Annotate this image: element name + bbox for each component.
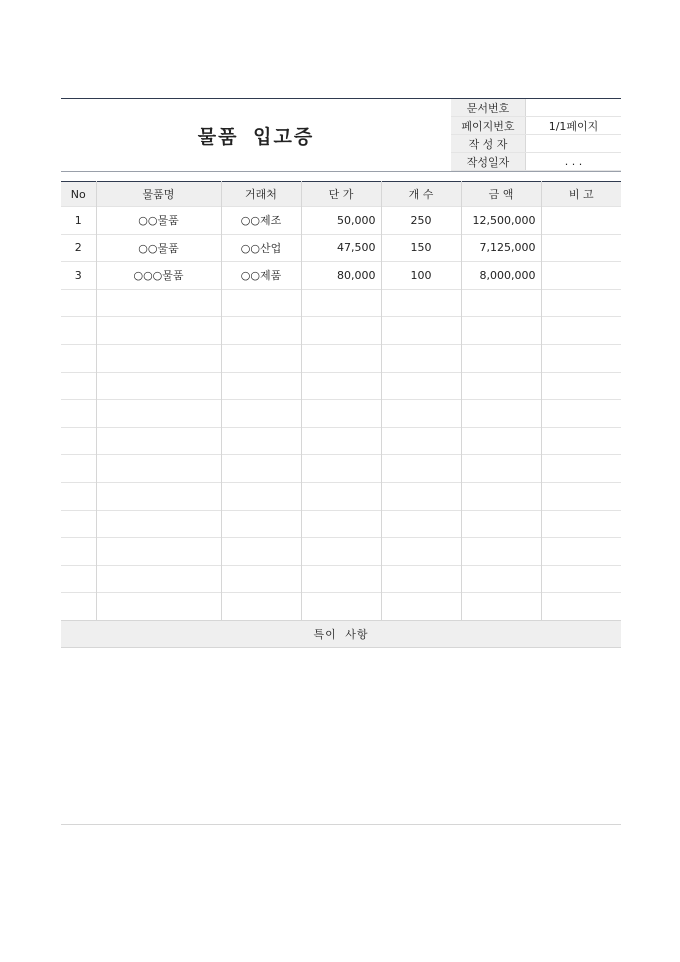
meta-value[interactable]: 1/1페이지 <box>526 117 622 135</box>
table-cell[interactable] <box>61 565 96 593</box>
table-cell[interactable] <box>301 482 381 510</box>
table-cell[interactable]: 7,125,000 <box>461 234 541 262</box>
table-cell[interactable] <box>61 344 96 372</box>
table-cell[interactable] <box>301 510 381 538</box>
table-cell[interactable] <box>541 262 621 290</box>
document-header <box>61 98 621 171</box>
table-cell[interactable] <box>61 427 96 455</box>
table-cell[interactable]: 2 <box>61 234 96 262</box>
meta-row <box>451 153 621 171</box>
table-cell[interactable] <box>541 482 621 510</box>
table-cell[interactable] <box>381 317 461 345</box>
table-cell[interactable] <box>461 427 541 455</box>
table-cell[interactable] <box>461 565 541 593</box>
table-cell[interactable] <box>221 565 301 593</box>
table-cell[interactable] <box>301 344 381 372</box>
table-row <box>61 234 621 262</box>
table-cell[interactable] <box>96 510 221 538</box>
table-cell[interactable] <box>96 593 221 620</box>
table-cell[interactable] <box>381 400 461 428</box>
table-cell[interactable] <box>221 510 301 538</box>
table-cell[interactable] <box>541 400 621 428</box>
table-cell[interactable] <box>541 510 621 538</box>
meta-value[interactable] <box>526 135 622 153</box>
table-cell[interactable]: ○○○물품 <box>96 262 221 290</box>
table-cell[interactable] <box>61 593 96 620</box>
meta-row <box>451 117 621 135</box>
table-cell[interactable]: 3 <box>61 262 96 290</box>
table-cell[interactable] <box>301 538 381 566</box>
table-cell[interactable]: ○○물품 <box>96 234 221 262</box>
table-cell[interactable]: 250 <box>381 207 461 235</box>
table-cell[interactable] <box>221 344 301 372</box>
meta-label: 작성일자 <box>451 153 526 171</box>
items-header-row <box>61 182 621 207</box>
table-cell[interactable] <box>221 289 301 317</box>
table-row <box>61 262 621 290</box>
table-cell[interactable] <box>301 427 381 455</box>
table-cell[interactable] <box>221 372 301 400</box>
table-cell[interactable] <box>541 455 621 483</box>
meta-value[interactable]: . . . <box>526 153 622 171</box>
table-cell[interactable]: 1 <box>61 207 96 235</box>
table-cell[interactable] <box>96 400 221 428</box>
column-header: 물품명 <box>96 182 221 207</box>
table-cell[interactable] <box>381 455 461 483</box>
table-cell[interactable] <box>301 289 381 317</box>
column-header: 개 수 <box>381 182 461 207</box>
table-cell[interactable] <box>461 593 541 620</box>
table-cell[interactable]: 150 <box>381 234 461 262</box>
table-cell[interactable] <box>221 400 301 428</box>
document-meta-table <box>451 99 621 171</box>
table-row <box>61 482 621 510</box>
table-cell[interactable] <box>96 317 221 345</box>
table-cell[interactable] <box>61 400 96 428</box>
table-cell[interactable] <box>541 372 621 400</box>
table-cell[interactable] <box>96 455 221 483</box>
column-header: 단 가 <box>301 182 381 207</box>
table-cell[interactable]: ○○물품 <box>96 207 221 235</box>
table-cell[interactable] <box>461 400 541 428</box>
table-cell[interactable] <box>461 455 541 483</box>
table-row <box>61 289 621 317</box>
receipt-sheet <box>61 98 621 825</box>
table-cell[interactable] <box>381 344 461 372</box>
notes-header: 특이 사항 <box>61 620 621 648</box>
table-cell[interactable] <box>61 455 96 483</box>
table-cell[interactable] <box>461 482 541 510</box>
table-row <box>61 372 621 400</box>
table-cell[interactable]: ○○제품 <box>221 262 301 290</box>
table-cell[interactable] <box>61 317 96 345</box>
table-cell[interactable] <box>541 317 621 345</box>
table-row <box>61 427 621 455</box>
table-cell[interactable] <box>381 427 461 455</box>
table-cell[interactable] <box>381 482 461 510</box>
table-cell[interactable] <box>541 344 621 372</box>
table-cell[interactable] <box>96 289 221 317</box>
table-cell[interactable]: 8,000,000 <box>461 262 541 290</box>
table-cell[interactable] <box>541 289 621 317</box>
table-cell[interactable] <box>96 427 221 455</box>
meta-label: 작 성 자 <box>451 135 526 153</box>
table-cell[interactable] <box>301 455 381 483</box>
table-cell[interactable] <box>381 538 461 566</box>
table-cell[interactable] <box>461 510 541 538</box>
table-cell[interactable] <box>61 538 96 566</box>
document-title: 물품 입고증 <box>197 125 315 148</box>
table-cell[interactable] <box>96 538 221 566</box>
table-cell[interactable] <box>541 207 621 235</box>
table-cell[interactable] <box>221 538 301 566</box>
column-header: 비 고 <box>541 182 621 207</box>
table-cell[interactable] <box>301 372 381 400</box>
table-cell[interactable] <box>301 400 381 428</box>
table-cell[interactable] <box>541 565 621 593</box>
table-cell[interactable] <box>221 455 301 483</box>
table-row <box>61 538 621 566</box>
table-row <box>61 455 621 483</box>
table-cell[interactable] <box>461 317 541 345</box>
table-row <box>61 510 621 538</box>
table-cell[interactable] <box>221 427 301 455</box>
table-row <box>61 593 621 620</box>
table-cell[interactable] <box>381 565 461 593</box>
table-cell[interactable]: ○○제조 <box>221 207 301 235</box>
table-cell[interactable] <box>301 593 381 620</box>
table-row <box>61 207 621 235</box>
table-cell[interactable]: 47,500 <box>301 234 381 262</box>
table-cell[interactable] <box>301 317 381 345</box>
table-cell[interactable] <box>381 593 461 620</box>
table-row <box>61 344 621 372</box>
column-header: No <box>61 182 96 207</box>
items-table <box>61 181 621 620</box>
table-row <box>61 317 621 345</box>
table-cell[interactable]: 50,000 <box>301 207 381 235</box>
meta-row <box>451 135 621 153</box>
table-cell[interactable] <box>301 565 381 593</box>
meta-row <box>451 99 621 117</box>
table-cell[interactable] <box>541 593 621 620</box>
table-cell[interactable] <box>461 372 541 400</box>
table-cell[interactable] <box>461 538 541 566</box>
notes-body[interactable] <box>61 648 621 825</box>
table-cell[interactable] <box>221 593 301 620</box>
table-cell[interactable] <box>221 317 301 345</box>
table-cell[interactable] <box>541 427 621 455</box>
table-cell[interactable] <box>381 289 461 317</box>
table-cell[interactable] <box>96 565 221 593</box>
table-cell[interactable] <box>541 234 621 262</box>
table-cell[interactable] <box>381 372 461 400</box>
table-cell[interactable] <box>61 482 96 510</box>
table-cell[interactable] <box>96 482 221 510</box>
table-cell[interactable] <box>461 289 541 317</box>
table-cell[interactable] <box>461 344 541 372</box>
table-cell[interactable] <box>541 538 621 566</box>
table-cell[interactable] <box>61 510 96 538</box>
table-cell[interactable]: ○○산업 <box>221 234 301 262</box>
table-row <box>61 565 621 593</box>
meta-value[interactable] <box>526 99 622 117</box>
table-cell[interactable] <box>61 372 96 400</box>
table-cell[interactable] <box>61 289 96 317</box>
column-header: 금 액 <box>461 182 541 207</box>
table-cell[interactable] <box>96 344 221 372</box>
table-cell[interactable] <box>381 510 461 538</box>
table-cell[interactable]: 12,500,000 <box>461 207 541 235</box>
table-row <box>61 400 621 428</box>
table-cell[interactable] <box>96 372 221 400</box>
meta-label: 페이지번호 <box>451 117 526 135</box>
column-header: 거래처 <box>221 182 301 207</box>
table-cell[interactable] <box>221 482 301 510</box>
meta-label: 문서번호 <box>451 99 526 117</box>
table-cell[interactable]: 100 <box>381 262 461 290</box>
table-cell[interactable]: 80,000 <box>301 262 381 290</box>
